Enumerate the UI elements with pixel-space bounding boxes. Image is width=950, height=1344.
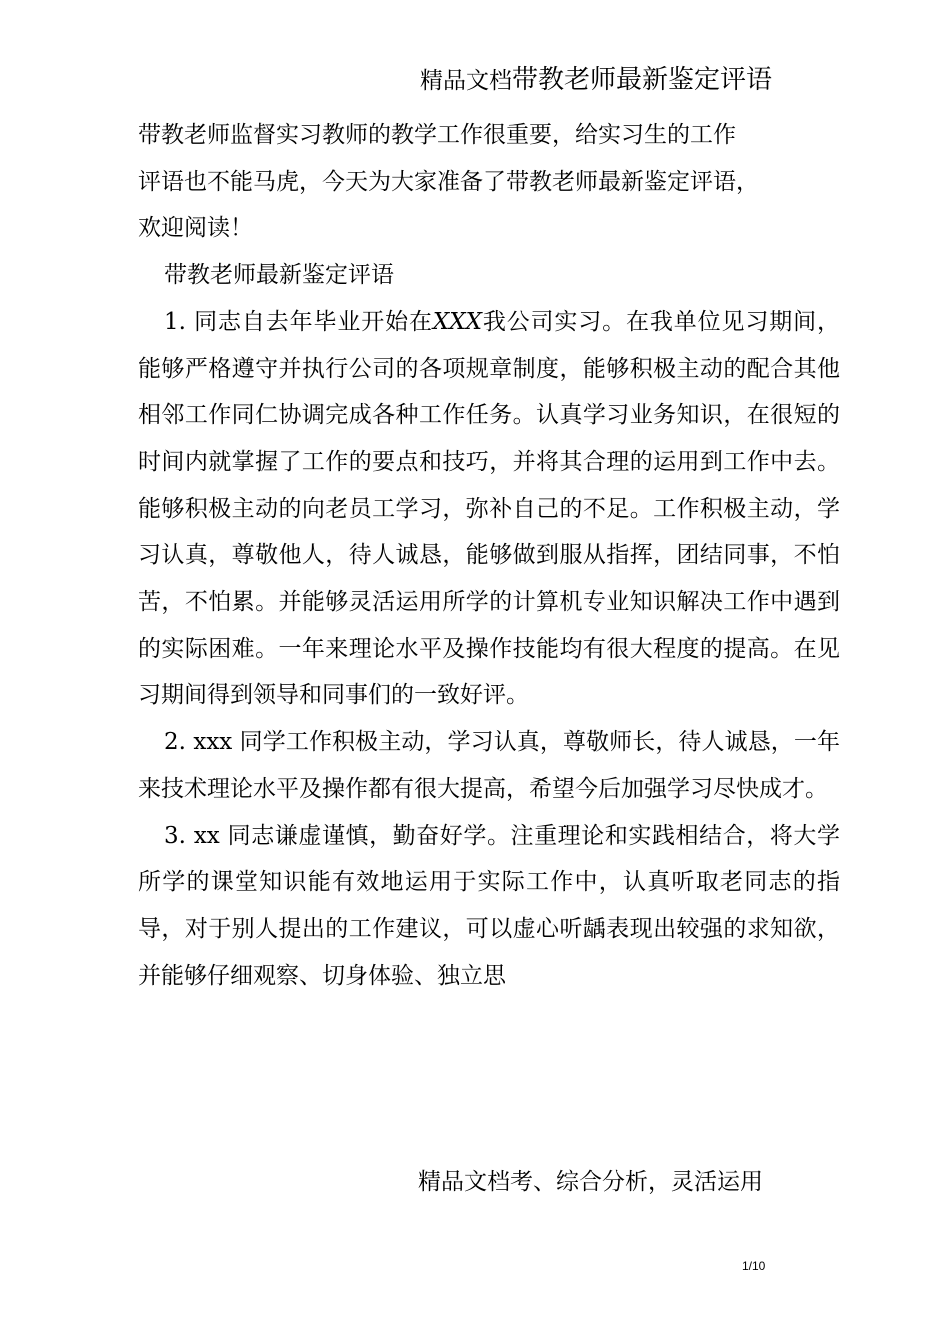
item-1-placeholder-name: XXX [432, 308, 482, 335]
item-1-text-start: 1. 同志自去年毕业开始在 [164, 308, 433, 335]
item-1-text-end: 我公司实习。在我单位见习期间，能够严格遵守并执行公司的各项规章制度，能够积极主动的配合其他相邻工作同仁协调完成各种工作任务。认真学习业务知识，在很短的时间内就掌握了工作的要点和技巧，并将其合理的运用到工作中去。能够积极主动的向老员工学习，弥补自己的不足。工作积极主动，学习认真，尊敬他人，待人诚恳，能够做到服从指挥，团结同事，不怕苦，不怕累。并能够灵活运用所学的计算机专业知识解决工作中遇到的实际困难。一年来理论水平及操作技能均有很大程度的提高。在见习期间得到领导和同事们的一致好评。 [138, 308, 840, 709]
intro-line-1: 带教老师监督实习教师的教学工作很重要，给实习生的工作 [138, 122, 736, 148]
document-body [138, 112, 840, 999]
paragraph-item-3: 3. xx 同志谦虚谨慎，勤奋好学。注重理论和实践相结合，将大学所学的课堂知识能有效地运用于实际工作中，认真听取老同志的指导，对于别人提出的工作建议，可以虚心听龋表现出较强的求知欲，并能够仔细观察、切身体验、独立思 [138, 822, 840, 989]
section-title: 带教老师最新鉴定评语 [164, 262, 394, 289]
paragraph-item-1 [138, 299, 840, 719]
header-label: 精品文档 [420, 68, 512, 94]
document-title: 带教老师最新鉴定评语 [512, 65, 773, 95]
page-header [420, 58, 840, 102]
intro-line-3: 欢迎阅读！ [138, 215, 253, 242]
paragraph-item-2: 2. xxx 同学工作积极主动，学习认真，尊敬师长，待人诚恳，一年来技术理论水平及操作都有很大提高，希望今后加强学习尽快成才。 [138, 729, 840, 802]
page-footer: 精品文档考、综合分析，灵活运用 [418, 1169, 763, 1195]
page-number: 1/10 [742, 1259, 766, 1273]
intro-line-2: 评语也不能马虎，今天为大家准备了带教老师最新鉴定评语， [138, 168, 759, 195]
